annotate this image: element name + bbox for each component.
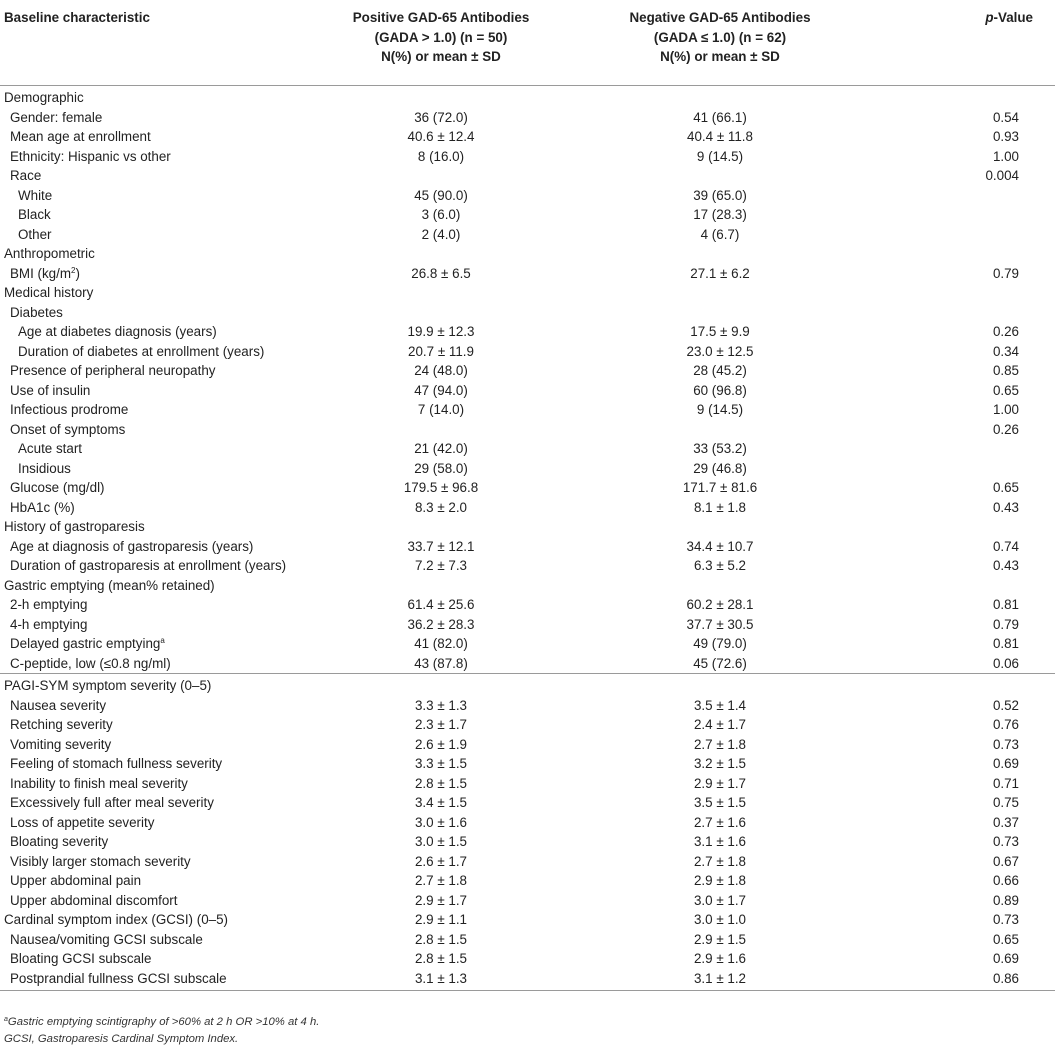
table-row [0, 595, 1055, 615]
table-row [0, 813, 1055, 833]
row-p-value [874, 244, 1055, 264]
table-row [0, 930, 1055, 950]
row-label: Presence of peripheral neuropathy [10, 363, 216, 378]
table-row [0, 225, 1055, 245]
row-positive-value: 20.7 ± 11.9 [408, 343, 474, 359]
row-negative-value: 3.1 ± 1.2 [566, 969, 874, 991]
row-positive-value: 3.0 ± 1.5 [414, 834, 468, 849]
row-label: Visibly larger stomach severity [10, 853, 191, 869]
row-positive-value: 2.8 ± 1.5 [414, 951, 468, 966]
table-row [0, 400, 1055, 420]
row-negative-value [566, 88, 874, 108]
table-row [0, 88, 1055, 108]
row-label: Delayed gastric emptying$^a$ [10, 636, 165, 651]
row-p-value [874, 283, 1055, 303]
header-p-value [874, 0, 1055, 86]
row-negative-value: 2.4 ± 1.7 [693, 717, 747, 732]
row-negative-value: 3.1 ± 1.6 [693, 834, 747, 849]
table-row [0, 774, 1055, 794]
row-label: Insidious [18, 460, 71, 476]
row-p-value: 0.73 [992, 912, 1019, 927]
row-negative-value: 3.0 ± 1.0 [693, 912, 747, 927]
row-p-value [874, 439, 1055, 459]
table-row [0, 735, 1055, 755]
row-label: Retching severity [10, 717, 113, 732]
row-p-value: 0.79 [992, 265, 1019, 281]
row-p-value: 1.00 [992, 148, 1019, 164]
table-row [0, 166, 1055, 186]
row-label: Duration of diabetes at enrollment (years) [18, 343, 265, 359]
table-row [0, 342, 1055, 362]
row-positive-value: 3.1 ± 1.3 [316, 969, 566, 991]
row-positive-value: 3 (6.0) [421, 207, 461, 222]
table-row [0, 852, 1055, 872]
table-header-row [0, 0, 1055, 86]
row-label: Glucose (mg/dl) [10, 480, 105, 495]
table-row [0, 303, 1055, 323]
row-negative-value: 171.7 ± 81.6 [682, 480, 758, 495]
header-positive-line-2: (GADA > 1.0) (n = 50) [374, 29, 508, 45]
footnote-a [4, 1014, 319, 1031]
table-row [0, 969, 1055, 991]
row-label: Black [18, 207, 51, 222]
row-negative-value: 60 (96.8) [693, 382, 747, 398]
row-positive-value [316, 517, 566, 537]
row-label: Vomiting severity [10, 736, 112, 752]
header-negative-line-2: (GADA ≤ 1.0) (n = 62) [653, 29, 787, 45]
row-p-value: 0.34 [992, 343, 1019, 359]
row-positive-value [316, 420, 566, 440]
table-row [0, 381, 1055, 401]
row-p-value: 0.71 [992, 775, 1019, 791]
row-p-value: 0.86 [874, 969, 1055, 991]
row-negative-value: 37.7 ± 30.5 [686, 616, 754, 632]
row-p-value: 0.73 [992, 736, 1019, 752]
row-positive-value [316, 303, 566, 323]
footnote-a-text: Gastric emptying scintigraphy of >60% at 2 h OR >10% at 4 h. [7, 1016, 320, 1028]
row-negative-value: 9 (14.5) [696, 148, 744, 164]
row-positive-value: 2.8 ± 1.5 [414, 775, 468, 791]
row-positive-value [316, 88, 566, 108]
row-label: Loss of appetite severity [10, 814, 155, 830]
table-row [0, 244, 1055, 264]
row-positive-value: 2.8 ± 1.5 [414, 931, 468, 947]
row-positive-value: 24 (48.0) [414, 363, 468, 378]
row-negative-value: 2.7 ± 1.8 [693, 736, 747, 752]
row-positive-value: 2.3 ± 1.7 [414, 717, 468, 732]
row-negative-value [566, 517, 874, 537]
row-negative-value [566, 283, 874, 303]
row-positive-value: 40.6 ± 12.4 [407, 129, 475, 144]
row-label: Diabetes [10, 304, 63, 320]
row-label: PAGI-SYM symptom severity (0–5) [0, 674, 316, 696]
row-label: Medical history [4, 285, 94, 300]
table-footnotes [4, 1014, 319, 1048]
row-label: Nausea severity [10, 697, 107, 713]
row-label: Infectious prodrome [10, 402, 129, 417]
row-negative-value: 49 (79.0) [693, 636, 747, 651]
row-positive-value: 8 (16.0) [417, 148, 465, 164]
row-positive-value [316, 674, 566, 696]
row-positive-value: 2.7 ± 1.8 [414, 873, 468, 888]
row-p-value: 0.89 [992, 892, 1019, 908]
row-positive-value: 2.6 ± 1.7 [414, 853, 468, 869]
header-p-rest: -Value [993, 10, 1033, 25]
row-label: History of gastroparesis [4, 519, 145, 534]
row-label: Age at diagnosis of gastroparesis (years) [10, 538, 254, 554]
row-negative-value: 17 (28.3) [693, 207, 747, 222]
table-row [0, 871, 1055, 891]
row-negative-value: 2.9 ± 1.8 [693, 873, 747, 888]
row-label: Postprandial fullness GCSI subscale [0, 969, 316, 991]
header-negative-line-3: N(%) or mean ± SD [660, 49, 780, 64]
row-label: Duration of gastroparesis at enrollment (years) [10, 558, 287, 573]
row-negative-value: 3.2 ± 1.5 [693, 756, 747, 771]
table-row [0, 264, 1055, 284]
row-negative-value [566, 303, 874, 323]
row-p-value: 0.26 [992, 324, 1019, 339]
row-positive-value: 2 (4.0) [421, 226, 461, 242]
row-p-value: 0.65 [992, 382, 1019, 398]
row-p-value: 0.26 [992, 421, 1019, 437]
row-positive-value: 43 (87.8) [414, 655, 468, 671]
row-p-value: 0.93 [992, 129, 1019, 144]
row-negative-value: 2.9 ± 1.6 [693, 951, 747, 966]
table-row [0, 949, 1055, 969]
row-p-value: 0.54 [992, 109, 1019, 125]
table-row [0, 517, 1055, 537]
row-label: Other [18, 226, 52, 242]
row-label: Gastric emptying (mean% retained) [4, 577, 215, 593]
row-p-value: 1.00 [992, 402, 1019, 417]
row-p-value: 0.81 [992, 597, 1019, 612]
row-p-value [874, 576, 1055, 596]
row-negative-value: 2.9 ± 1.7 [693, 775, 747, 791]
row-negative-value: 3.5 ± 1.4 [693, 697, 747, 713]
row-positive-value [316, 166, 566, 186]
row-p-value: 0.76 [992, 717, 1019, 732]
header-positive-gada [316, 0, 566, 86]
row-negative-value: 27.1 ± 6.2 [690, 265, 750, 281]
row-label: Gender: female [10, 109, 103, 125]
row-p-value: 0.79 [992, 616, 1019, 632]
row-negative-value [566, 244, 874, 264]
row-p-value [874, 88, 1055, 108]
row-p-value: 0.66 [992, 873, 1019, 888]
row-negative-value: 29 (46.8) [693, 460, 747, 476]
row-label: Upper abdominal discomfort [10, 892, 178, 908]
row-p-value: 0.85 [992, 363, 1019, 378]
row-positive-value: 21 (42.0) [414, 441, 468, 456]
footnote-gcsi: GCSI, Gastroparesis Cardinal Symptom Index. [4, 1033, 239, 1045]
row-label: Cardinal symptom index (GCSI) (0–5) [4, 912, 228, 927]
row-negative-value: 2.9 ± 1.5 [693, 931, 747, 947]
row-positive-value: 36.2 ± 28.3 [407, 616, 475, 632]
row-label: 4-h emptying [10, 616, 88, 632]
row-p-value [874, 674, 1055, 696]
row-positive-value: 3.0 ± 1.6 [414, 814, 468, 830]
row-p-value: 0.67 [992, 853, 1019, 869]
table-row [0, 205, 1055, 225]
row-p-value [874, 459, 1055, 479]
row-p-value: 0.74 [992, 538, 1019, 554]
row-positive-value [316, 283, 566, 303]
row-negative-value [566, 674, 874, 696]
table-row [0, 754, 1055, 774]
row-positive-value: 8.3 ± 2.0 [414, 499, 468, 515]
table-row [0, 108, 1055, 128]
table-row [0, 498, 1055, 518]
row-positive-value: 2.6 ± 1.9 [414, 736, 468, 752]
row-negative-value: 2.7 ± 1.8 [693, 853, 747, 869]
row-p-value [874, 303, 1055, 323]
table-row [0, 127, 1055, 147]
row-positive-value: 61.4 ± 25.6 [407, 597, 475, 612]
row-positive-value: 2.9 ± 1.7 [414, 892, 468, 908]
row-p-value: 0.65 [992, 480, 1019, 495]
row-label: HbA1c (%) [10, 499, 75, 515]
row-p-value: 0.69 [992, 756, 1019, 771]
table-row [0, 459, 1055, 479]
row-positive-value: 41 (82.0) [414, 636, 468, 651]
row-negative-value [566, 420, 874, 440]
header-positive-line-3: N(%) or mean ± SD [381, 49, 501, 64]
table-row [0, 793, 1055, 813]
row-label: Anthropometric [4, 246, 95, 261]
row-positive-value: 19.9 ± 12.3 [407, 324, 475, 339]
table-row [0, 283, 1055, 303]
row-label: C-peptide, low (≤0.8 ng/ml) [10, 655, 171, 671]
table-row [0, 147, 1055, 167]
row-label: Acute start [18, 441, 83, 456]
row-label: Demographic [4, 90, 84, 105]
table-row [0, 439, 1055, 459]
row-label: 2-h emptying [10, 597, 88, 612]
table-row [0, 420, 1055, 440]
row-positive-value: 47 (94.0) [414, 382, 468, 398]
table-row [0, 910, 1055, 930]
table-row [0, 832, 1055, 852]
row-positive-value [316, 244, 566, 264]
row-negative-value: 40.4 ± 11.8 [687, 129, 753, 144]
row-label: Bloating GCSI subscale [10, 951, 152, 966]
row-negative-value: 45 (72.6) [693, 655, 747, 671]
row-label: Excessively full after meal severity [10, 795, 214, 810]
row-negative-value: 3.5 ± 1.5 [693, 795, 747, 810]
row-p-value: 0.69 [992, 951, 1019, 966]
row-label: Upper abdominal pain [10, 873, 142, 888]
row-label: Inability to finish meal severity [10, 775, 188, 791]
row-negative-value: 60.2 ± 28.1 [686, 597, 754, 612]
row-p-value: 0.81 [992, 636, 1019, 651]
table-row [0, 654, 1055, 674]
row-label: Mean age at enrollment [10, 129, 151, 144]
header-positive-line-1: Positive GAD-65 Antibodies [352, 10, 530, 25]
row-label: Race [10, 168, 42, 183]
row-negative-value: 34.4 ± 10.7 [686, 538, 754, 554]
row-negative-value [566, 166, 874, 186]
row-label: Onset of symptoms [10, 421, 126, 437]
row-positive-value: 3.3 ± 1.5 [414, 756, 468, 771]
row-positive-value: 3.4 ± 1.5 [414, 795, 468, 810]
row-positive-value [316, 576, 566, 596]
table-row [0, 576, 1055, 596]
row-label: Nausea/vomiting GCSI subscale [10, 931, 203, 947]
row-negative-value: 8.1 ± 1.8 [693, 499, 747, 515]
table-row [0, 615, 1055, 635]
row-p-value: 0.43 [992, 558, 1019, 573]
table-row [0, 674, 1055, 696]
row-negative-value [566, 576, 874, 596]
table-body [0, 88, 1055, 991]
row-positive-value: 2.9 ± 1.1 [414, 912, 468, 927]
row-p-value [874, 205, 1055, 225]
row-label: White [18, 187, 53, 203]
row-p-value [874, 225, 1055, 245]
row-p-value: 0.43 [992, 499, 1019, 515]
row-negative-value: 17.5 ± 9.9 [690, 324, 750, 339]
row-p-value: 0.52 [992, 697, 1019, 713]
row-negative-value: 3.0 ± 1.7 [693, 892, 747, 908]
row-negative-value: 9 (14.5) [696, 402, 744, 417]
row-p-value [874, 186, 1055, 206]
row-negative-value: 6.3 ± 5.2 [693, 558, 747, 573]
header-negative-gada [566, 0, 874, 86]
table-row [0, 478, 1055, 498]
footnote-a-marker: a [4, 1016, 8, 1023]
row-positive-value: 33.7 ± 12.1 [407, 538, 475, 554]
row-positive-value: 3.3 ± 1.3 [414, 697, 468, 713]
row-negative-value: 39 (65.0) [693, 187, 747, 203]
row-positive-value: 26.8 ± 6.5 [411, 265, 471, 281]
header-characteristic: Baseline characteristic [0, 0, 316, 86]
table-row [0, 361, 1055, 381]
row-label: Feeling of stomach fullness severity [10, 756, 223, 771]
row-positive-value: 36 (72.0) [414, 109, 468, 125]
row-positive-value: 45 (90.0) [414, 187, 468, 203]
table-row [0, 715, 1055, 735]
row-p-value: 0.65 [992, 931, 1019, 947]
row-label: Ethnicity: Hispanic vs other [10, 148, 171, 164]
row-negative-value: 23.0 ± 12.5 [686, 343, 754, 359]
table-row [0, 634, 1055, 654]
row-negative-value: 4 (6.7) [700, 226, 740, 242]
table-row [0, 537, 1055, 557]
table-row [0, 891, 1055, 911]
row-positive-value: 7 (14.0) [417, 402, 465, 417]
row-negative-value: 33 (53.2) [693, 441, 747, 456]
header-p-italic: p [985, 10, 994, 25]
row-p-value: 0.73 [992, 834, 1019, 849]
row-p-value: 0.004 [985, 168, 1019, 183]
table-row [0, 186, 1055, 206]
row-p-value: 0.75 [992, 795, 1019, 810]
table-row [0, 696, 1055, 716]
row-negative-value: 28 (45.2) [693, 363, 747, 378]
row-negative-value: 2.7 ± 1.6 [693, 814, 747, 830]
row-p-value [874, 517, 1055, 537]
row-p-value: 0.06 [992, 655, 1019, 671]
row-positive-value: 29 (58.0) [414, 460, 468, 476]
row-positive-value: 179.5 ± 96.8 [403, 480, 479, 495]
row-p-value: 0.37 [992, 814, 1019, 830]
row-label: Use of insulin [10, 382, 91, 398]
table-row [0, 556, 1055, 576]
header-negative-line-1: Negative GAD-65 Antibodies [629, 10, 811, 25]
row-label: Age at diabetes diagnosis (years) [18, 324, 217, 339]
row-negative-value: 41 (66.1) [693, 109, 747, 125]
row-label: Bloating severity [10, 834, 109, 849]
table-row [0, 322, 1055, 342]
row-label: BMI $(kg/m^2)$ [10, 265, 80, 281]
row-positive-value: 7.2 ± 7.3 [414, 558, 468, 573]
